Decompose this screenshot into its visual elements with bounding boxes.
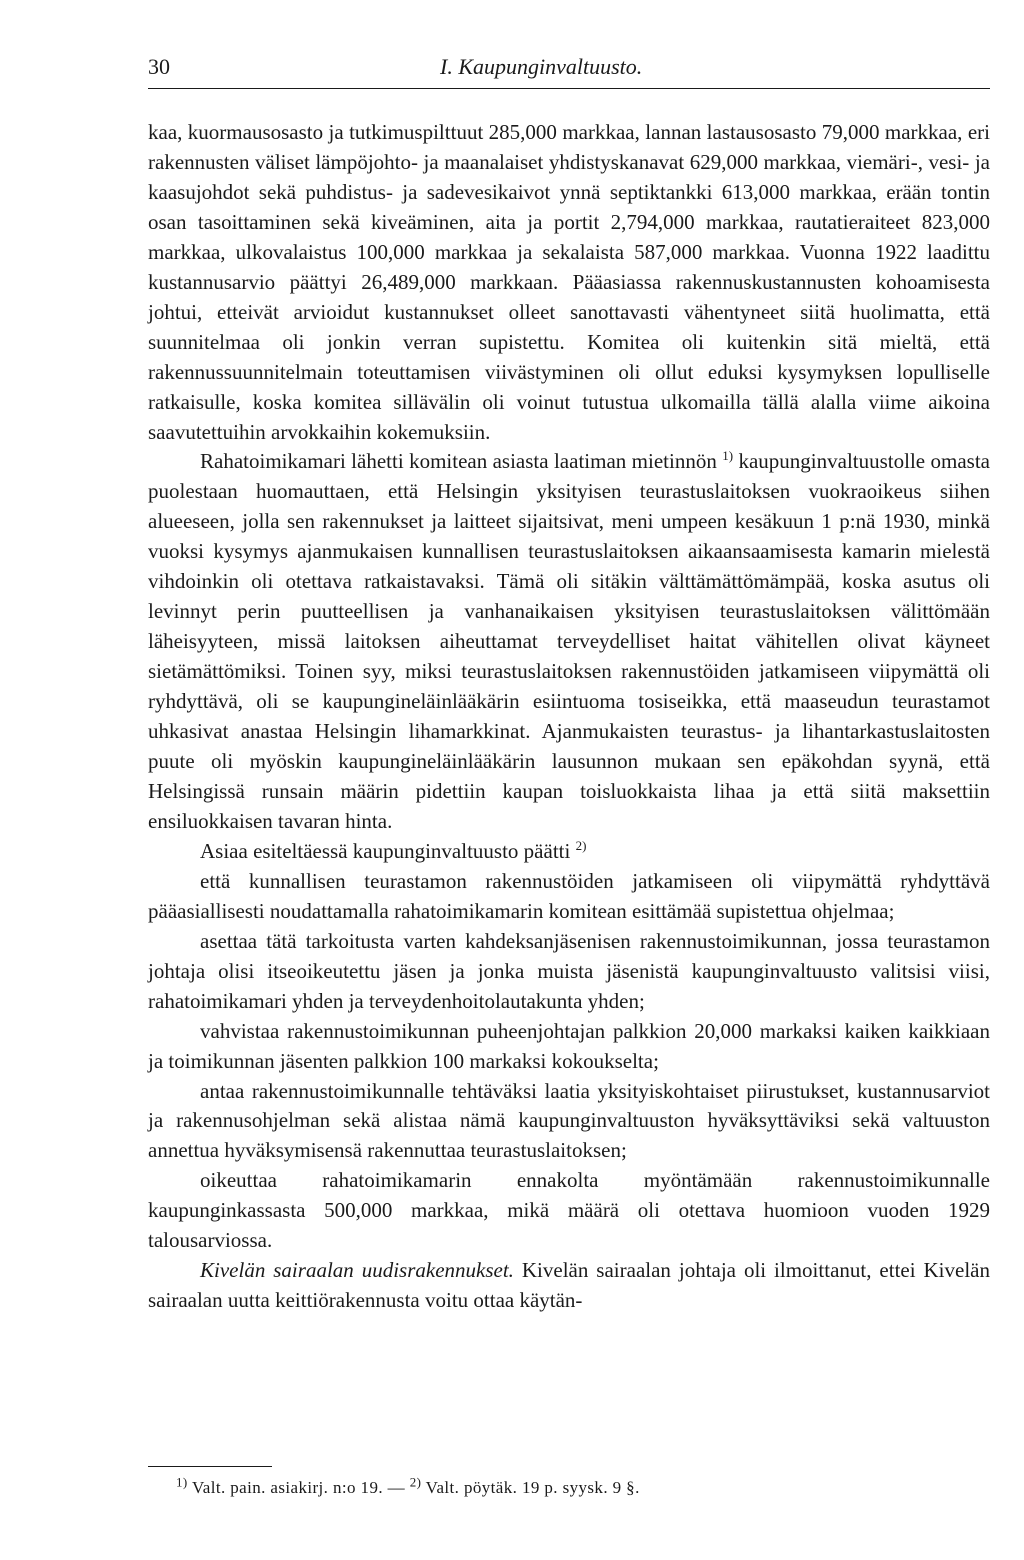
paragraph-text: Asiaa esiteltäessä kaupunginvaltuusto päätti [200, 838, 576, 863]
footnote-number: 1) [176, 1474, 188, 1490]
footnote-rule [148, 1466, 272, 1467]
paragraph [148, 837, 990, 867]
body-text [148, 118, 990, 1316]
document-page [148, 52, 990, 1497]
paragraph-text: Kivelän sairaalan johtaja oli ilmoittanut, ettei Kivelän sairaalan uutta keittiörakennusta voitu ottaa käytän- [148, 1258, 990, 1313]
paragraph-text: kaupunginvaltuustolle omasta puolestaan huomauttaen, että Helsingin yksityisen teurastuslaitoksen vuokraoikeus siihen alueeseen, jolla sen rakennukset ja laitteet sijaitsivat, meni umpeen kesäkuun 1 p:nä 1930, minkä vuoksi kysymys ajanmukaisen kunnallisen teurastuslaitoksen aikaansaamisesta kamarin mielestä vihdoinkin oli otettava ratkaistavaksi. Tämä oli sitäkin välttämättömämpää, koska asutus oli levinnyt perin puutteellisen ja vanhanaikaisen yksityisen teurastuslaitoksen välittömään läheisyyteen, missä laitoksen aiheuttamat terveydelliset haitat vähitellen olivat käyneet sietämättömiksi. Toinen syy, miksi teurastuslaitoksen rakennustöiden jatkamiseen viipymättä oli ryhdyttävä, oli se kaupungineläinlääkärin esiintuoma tosiseikka, että maaseudun teurastamot uhkasivat anastaa Helsingin lihamarkkinat. Ajanmukaisten teurastus- ja lihantarkastuslaitosten puute oli myöskin kaupungineläinlääkärin lausunnon mukaan sen epäkohdan syynä, että Helsingissä runsain määrin pidettiin kaupan toisluokkaista lihaa ja että siitä maksettiin ensiluokkaisen tavaran hinta. [148, 449, 990, 833]
page-header [148, 52, 990, 82]
paragraph: asettaa tätä tarkoitusta varten kahdeksanjäsenisen rakennustoimikunnan, jossa teurastamon johtaja olisi itseoikeutettu jäsen ja jonka muista jäsenistä kaupunginvaltuusto valitsisi viisi, rahatoimikamari yhden ja terveydenhoitolautakunta yhden; [148, 928, 990, 1013]
page-number: 30 [148, 54, 170, 79]
paragraph: oikeuttaa rahatoimikamarin ennakolta myöntämään rakennustoimikunnalle kaupunginkassasta 500,000 markkaa, mikä määrä oli otettava huomioon vuoden 1929 talousarviossa. [148, 1168, 990, 1253]
footnotes [176, 1476, 640, 1500]
paragraph [148, 447, 990, 836]
footnote-number: 2) [409, 1474, 422, 1490]
paragraph: vahvistaa rakennustoimikunnan puheenjohtajan palkkion 20,000 markaksi kaiken kaikkiaan ja toimikunnan jäsenten palkkion 100 markaksi kokoukselta; [148, 1018, 990, 1073]
paragraph: antaa rakennustoimikunnalle tehtäväksi laatia yksityiskohtaiset piirustukset, kustannusarviot ja rakennusohjelman sekä alistaa nämä kaupunginvaltuuston hyväksyttäviksi sekä valtuuston annettua hyväksymisensä rakennuttaa teurastuslaitoksen; [148, 1078, 990, 1163]
paragraph [148, 1256, 990, 1316]
paragraph: kaa, kuormausosasto ja tutkimuspilttuut 285,000 markkaa, lannan lastausosasto 79,000 markkaa, eri rakennusten väliset lämpöjohto- ja maanalaiset yhdistyskanavat 629,000 markkaa, viemäri-, vesi- ja kaasujohdot sekä puhdistus- ja sadevesikaivot ynnä septiktankki 613,000 markkaa, erään tontin osan tasoittaminen sekä kiveäminen, aita ja portit 2,794,000 markkaa, rautatieraiteet 823,000 markkaa, ulkovalaistus 100,000 markkaa ja sekalaista 587,000 markkaa. Vuonna 1922 laadittu kustannusarvio päättyi 26,489,000 markkaan. Pääasiassa rakennuskustannusten kohoamisesta johtui, etteivät arvioidut kustannukset olleet sanottavasti vähentyneet siitä huolimatta, että suunnitelmaa oli jonkin verran supistettu. Komitea oli kuitenkin sitä mieltä, että rakennussuunnitelmain toteuttamisen viivästyminen oli ollut eduksi kysymyksen lopulliselle ratkaisulle, koska komitea sillävälin oli voinut tutustua ulkomailla tällä alalla viime aikoina saavutettuihin arvokkaihin kokemuksiin. [148, 120, 990, 444]
footnote-marker: 2) [575, 837, 587, 853]
footnote-text: Valt. pöytäk. 19 p. syysk. 9 §. [421, 1478, 640, 1497]
paragraph-text: Rahatoimikamari lähetti komitean asiasta laatiman mietinnön [200, 449, 723, 474]
paragraph: että kunnallisen teurastamon rakennustöiden jatkamiseen oli viipymättä ryhdyttävä pääasiallisesti noudattamalla rahatoimikamarin komitean esittämää supistettua ohjelmaa; [148, 868, 990, 923]
footnote-marker: 1) [722, 448, 734, 464]
section-heading: Kivelän sairaalan uudisrakennukset. [200, 1258, 514, 1283]
footnote-text: Valt. pain. asiakirj. n:o 19. — [187, 1478, 410, 1497]
running-title: I. Kaupunginvaltuusto. [440, 54, 643, 79]
header-rule [148, 88, 990, 89]
